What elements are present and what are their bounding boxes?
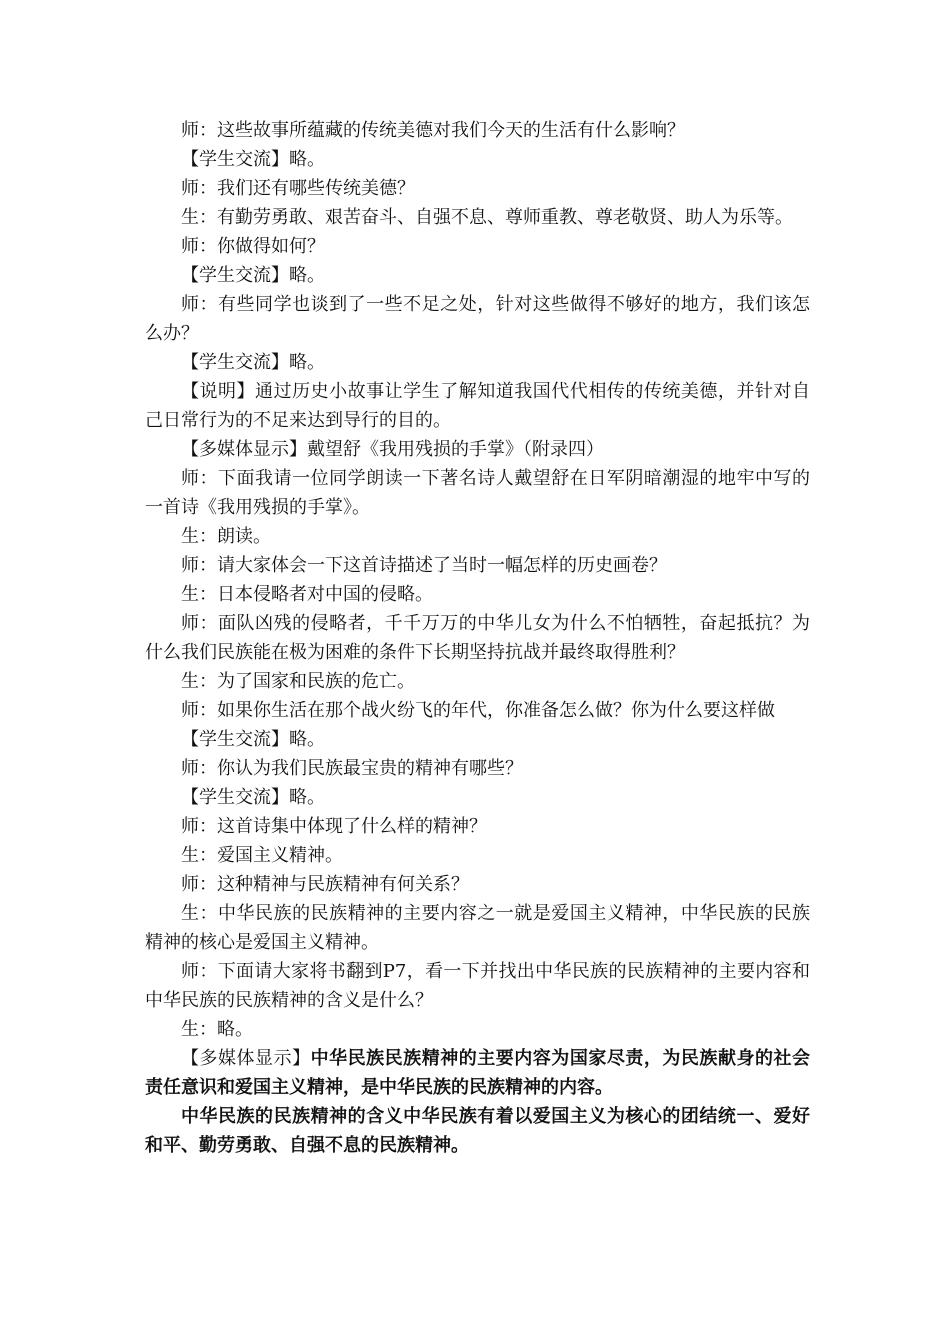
paragraph: 生：爱国主义精神。 (181, 845, 343, 866)
paragraph: 【学生交流】略。 (181, 729, 325, 750)
paragraph: 师：我们还有哪些传统美德？ (181, 178, 415, 199)
paragraph: 生：中华民族的民族精神的主要内容之一就是爱国主义精神，中华民族的民族精神的核心是爱国主义精神。 (145, 903, 810, 953)
lesson-text (145, 116, 810, 1160)
paragraph: 生：日本侵略者对中国的侵略。 (181, 584, 433, 605)
paragraph: 师：下面请大家将书翻到P7，看一下并找出中华民族的民族精神的主要内容和中华民族的民族精神的含义是什么？ (145, 961, 810, 1011)
paragraph: 【说明】通过历史小故事让学生了解知道我国代代相传的传统美德，并针对自己日常行为的不足来达到导行的目的。 (145, 381, 810, 431)
paragraph: 生：为了国家和民族的危亡。 (181, 671, 415, 692)
paragraph: 师：这些故事所蕴藏的传统美德对我们今天的生活有什么影响？ (181, 120, 685, 141)
paragraph: 【多媒体显示】戴望舒《我用残损的手掌》（附录四） (181, 439, 604, 460)
paragraph: 师：你认为我们民族最宝贵的精神有哪些？ (181, 758, 523, 779)
paragraph: 师：这首诗集中体现了什么样的精神？ (181, 816, 487, 837)
paragraph: 师：如果你生活在那个战火纷飞的年代，你准备怎么做？你为什么要这样做 (181, 700, 775, 721)
paragraph: 【学生交流】略。 (181, 149, 325, 170)
paragraph: 师：下面我请一位同学朗读一下著名诗人戴望舒在日军阴暗潮湿的地牢中写的一首诗《我用残损的手掌》。 (145, 468, 810, 518)
paragraph: 【学生交流】略。 (181, 265, 325, 286)
media-paragraph (145, 1044, 810, 1102)
paragraph: 师：你做得如何？ (181, 236, 325, 257)
paragraph: 【学生交流】略。 (181, 787, 325, 808)
paragraph: 师：有些同学也谈到了一些不足之处，针对这些做得不够好的地方，我们该怎么办？ (145, 294, 810, 344)
final-bold-paragraph: 中华民族的民族精神的含义中华民族有着以爱国主义为核心的团结统一、爱好和平、勤劳勇敢、自强不息的民族精神。 (145, 1106, 810, 1156)
media-bold-text: 中华民族民族精神的主要内容为国家尽责，为民族献身的社会责任意识和爱国主义精神，是中华民族的民族精神的内容。 (145, 1048, 811, 1098)
paragraph: 【学生交流】略。 (181, 352, 325, 373)
media-prefix: 【多媒体显示】 (181, 1048, 311, 1069)
paragraph: 师：请大家体会一下这首诗描述了当时一幅怎样的历史画卷？ (181, 555, 667, 576)
paragraph: 生：略。 (181, 1019, 253, 1040)
paragraph: 生：有勤劳勇敢、艰苦奋斗、自强不息、尊师重教、尊老敬贤、助人为乐等。 (181, 207, 793, 228)
paragraph: 生：朗读。 (181, 526, 271, 547)
paragraph: 师：面队凶残的侵略者，千千万万的中华儿女为什么不怕牺牲，奋起抵抗？为什么我们民族能在极为困难的条件下长期坚持抗战并最终取得胜利？ (145, 613, 810, 663)
paragraph: 师：这种精神与民族精神有何关系？ (181, 874, 469, 895)
